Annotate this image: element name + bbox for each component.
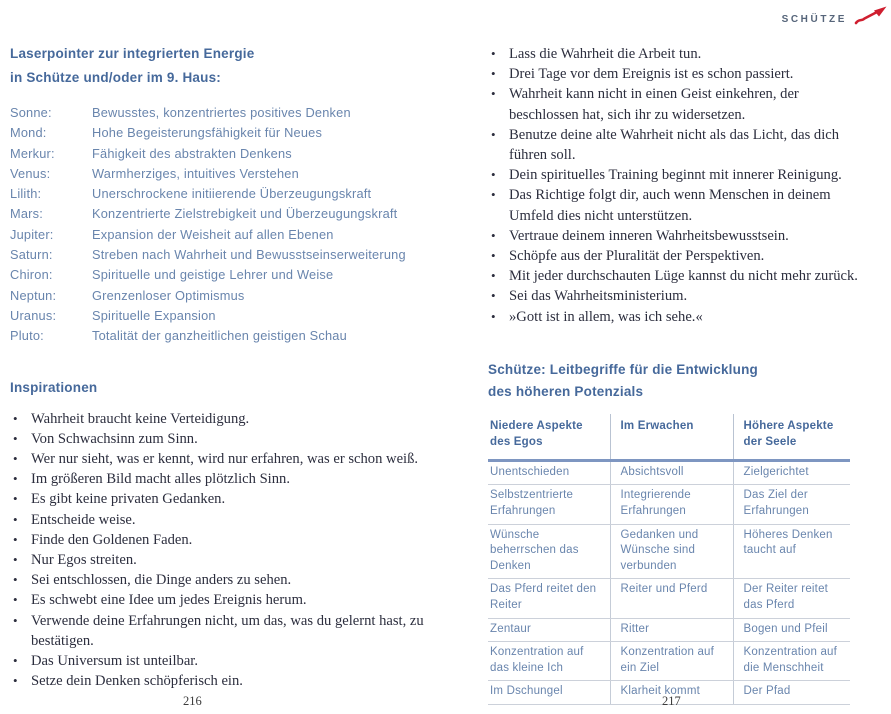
- planet-row: [10, 103, 438, 123]
- table-row: [488, 460, 850, 485]
- planet-row: [10, 286, 438, 306]
- planet-label: Neptun:: [10, 287, 57, 303]
- page-number-left: 216: [183, 694, 202, 708]
- aspects-table: [488, 414, 850, 705]
- bullet-item: • Vertraue deinem inneren Wahrheitsbewusstsein.: [488, 226, 868, 246]
- planet-value: Spirituelle und geistige Lehrer und Weise: [92, 267, 334, 283]
- table-heading: [488, 359, 868, 403]
- table-row: [488, 485, 850, 524]
- planet-value: Hohe Begeisterungsfähigkeit für Neues: [92, 125, 323, 141]
- planet-label: Venus:: [10, 165, 51, 181]
- planet-row: [10, 265, 438, 285]
- table-row: [488, 579, 850, 618]
- table-cell: Integrierende Erfahrungen: [610, 485, 733, 524]
- planet-value: Unerschrockene initiierende Überzeugungskraft: [92, 186, 372, 202]
- planet-row: [10, 144, 438, 164]
- table-cell: Gedanken und Wünsche sind verbunden: [610, 524, 733, 579]
- page-title: [10, 42, 438, 90]
- table-body: [488, 460, 850, 704]
- planet-label: Saturn:: [10, 247, 53, 263]
- page-title-line1: Laserpointer zur integrierten Energie: [10, 46, 255, 61]
- table-cell: Wünsche beherrschen das Denken: [488, 524, 610, 579]
- table-cell: Ritter: [610, 618, 733, 642]
- table-cell: Das Ziel der Erfahrungen: [733, 485, 850, 524]
- bullet-item: • Dein spirituelles Training beginnt mit innerer Reinigung.: [488, 165, 868, 185]
- inspirations-heading: Inspirationen: [10, 379, 98, 395]
- running-title: SCHÜTZE: [781, 14, 847, 25]
- planet-value: Konzentrierte Zielstrebigkeit und Überzeugungskraft: [92, 206, 398, 222]
- planet-row: [10, 184, 438, 204]
- bullet-item: • Nur Egos streiten.: [10, 550, 438, 570]
- table-heading-line2: des höheren Potenzials: [488, 383, 644, 399]
- planet-row: [10, 204, 438, 224]
- table-cell: Das Pferd reitet den Reiter: [488, 579, 610, 618]
- table-row: [488, 524, 850, 579]
- bullet-item: • Das Universum ist unteilbar.: [10, 651, 438, 671]
- table-cell: Bogen und Pfeil: [733, 618, 850, 642]
- table-column-header: Niedere Aspekte des Egos: [488, 414, 610, 461]
- table-heading-line1: Schütze: Leitbegriffe für die Entwicklung: [488, 361, 758, 377]
- left-page: [10, 42, 438, 691]
- bullet-item: • Es schwebt eine Idee um jedes Ereignis herum.: [10, 590, 438, 610]
- table-cell: Der Pfad: [733, 681, 850, 705]
- bullet-item: • Sei entschlossen, die Dinge anders zu sehen.: [10, 570, 438, 590]
- bullet-item: • Drei Tage vor dem Ereignis ist es schon passiert.: [488, 64, 868, 84]
- sagittarius-arrow-icon: [854, 5, 887, 31]
- bullet-item: • Entscheide weise.: [10, 510, 438, 530]
- bullet-item: • Benutze deine alte Wahrheit nicht als das Licht, das dich führen soll.: [488, 125, 868, 165]
- table-cell: Höheres Denken taucht auf: [733, 524, 850, 579]
- bullet-item: • Mit jeder durchschauten Lüge kannst du nicht mehr zurück.: [488, 266, 868, 286]
- bullet-item: • Setze dein Denken schöpferisch ein.: [10, 671, 438, 691]
- planet-row: [10, 123, 438, 143]
- planet-label: Pluto:: [10, 328, 44, 344]
- planet-value: Totalität der ganzheitlichen geistigen Schau: [92, 328, 347, 344]
- planet-value: Grenzenloser Optimismus: [92, 287, 245, 303]
- planet-list: [10, 103, 438, 347]
- table-row: [488, 618, 850, 642]
- page-title-line2: in Schütze und/oder im 9. Haus:: [10, 70, 221, 85]
- planet-row: [10, 306, 438, 326]
- planet-label: Mond:: [10, 125, 47, 141]
- planet-value: Warmherziges, intuitives Verstehen: [92, 165, 299, 181]
- planet-row: [10, 245, 438, 265]
- table-cell: Klarheit kommt: [610, 681, 733, 705]
- planet-label: Lilith:: [10, 186, 42, 202]
- bullet-item: • Es gibt keine privaten Gedanken.: [10, 489, 438, 509]
- planet-row: [10, 326, 438, 346]
- right-bullet-list: [488, 44, 868, 327]
- planet-label: Merkur:: [10, 145, 55, 161]
- bullet-item: • Verwende deine Erfahrungen nicht, um das, was du gelernt hast, zu bestätigen.: [10, 611, 438, 651]
- planet-value: Bewusstes, konzentriertes positives Denken: [92, 105, 351, 120]
- planet-label: Mars:: [10, 206, 43, 222]
- table-row: [488, 642, 850, 681]
- bullet-item: • Wahrheit braucht keine Verteidigung.: [10, 409, 438, 429]
- table-cell: Absichtsvoll: [610, 460, 733, 485]
- right-page: [488, 44, 868, 705]
- table-cell: Im Dschungel: [488, 681, 610, 705]
- table-cell: Selbstzentrierte Erfahrungen: [488, 485, 610, 524]
- table-cell: Konzentration auf die Menschheit: [733, 642, 850, 681]
- planet-value: Expansion der Weisheit auf allen Ebenen: [92, 226, 334, 242]
- planet-row: [10, 225, 438, 245]
- table-cell: Reiter und Pferd: [610, 579, 733, 618]
- table-cell: Konzentration auf ein Ziel: [610, 642, 733, 681]
- table-column-header: Im Erwachen: [610, 414, 733, 461]
- bullet-item: • Von Schwachsinn zum Sinn.: [10, 429, 438, 449]
- planet-value: Fähigkeit des abstrakten Denkens: [92, 145, 292, 161]
- table-cell: Der Reiter reitet das Pferd: [733, 579, 850, 618]
- bullet-item: • Wer nur sieht, was er kennt, wird nur erfahren, was er schon weiß.: [10, 449, 438, 469]
- table-cell: Konzentration auf das kleine Ich: [488, 642, 610, 681]
- table-header-row: [488, 414, 850, 461]
- planet-label: Chiron:: [10, 267, 53, 283]
- bullet-item: • Lass die Wahrheit die Arbeit tun.: [488, 44, 868, 64]
- planet-label: Uranus:: [10, 307, 57, 323]
- bullet-item: • Wahrheit kann nicht in einen Geist einkehren, der beschlossen hat, sich ihr zu widersetzen.: [488, 84, 868, 124]
- bullet-item: • Im größeren Bild macht alles plötzlich Sinn.: [10, 469, 438, 489]
- running-head: [782, 5, 887, 31]
- table-cell: Zentaur: [488, 618, 610, 642]
- bullet-item: • Finde den Goldenen Faden.: [10, 530, 438, 550]
- bullet-item: • Das Richtige folgt dir, auch wenn Menschen in deinem Umfeld dies nicht unterstützen.: [488, 185, 868, 225]
- bullet-item: • »Gott ist in allem, was ich sehe.«: [488, 307, 868, 327]
- planet-label: Jupiter:: [10, 226, 54, 242]
- table-cell: Zielgerichtet: [733, 460, 850, 485]
- inspiration-list: [10, 409, 438, 692]
- planet-value: Spirituelle Expansion: [92, 307, 216, 323]
- planet-row: [10, 164, 438, 184]
- bullet-item: • Schöpfe aus der Pluralität der Perspektiven.: [488, 246, 868, 266]
- bullet-item: • Sei das Wahrheitsministerium.: [488, 286, 868, 306]
- table-cell: Unentschieden: [488, 460, 610, 485]
- page-number-right: 217: [662, 694, 681, 708]
- planet-value: Streben nach Wahrheit und Bewusstseinserweiterung: [92, 247, 406, 263]
- planet-label: Sonne:: [10, 105, 52, 120]
- table-column-header: Höhere Aspekte der Seele: [733, 414, 850, 461]
